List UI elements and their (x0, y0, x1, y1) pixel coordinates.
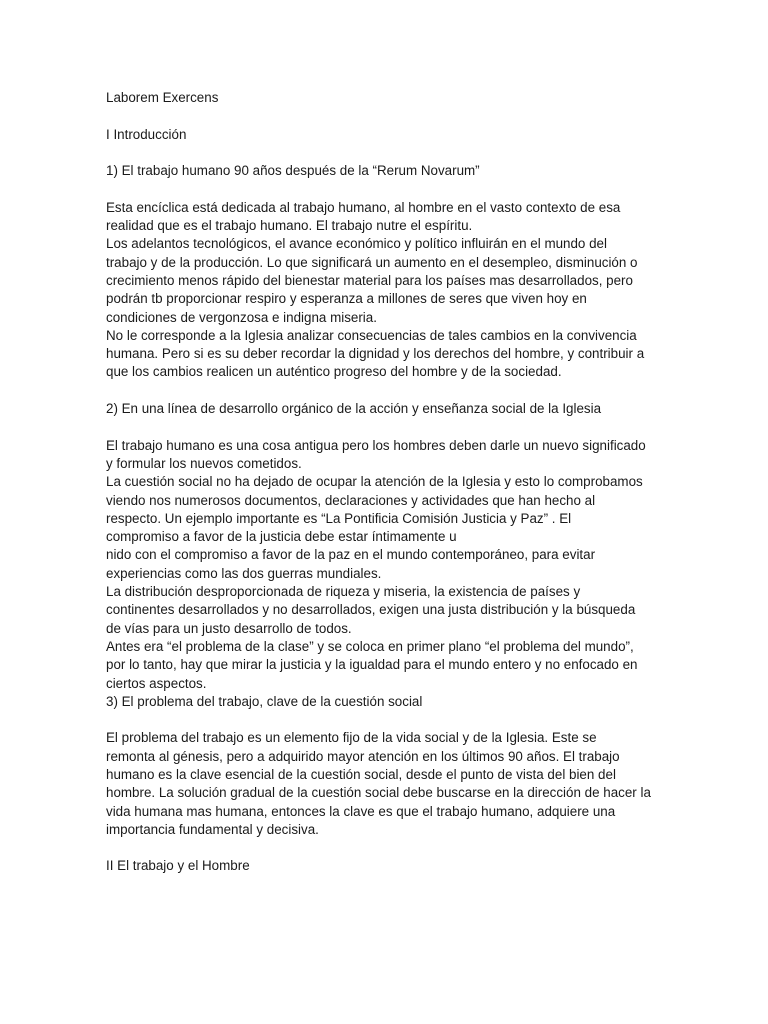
paragraph-line: La distribución desproporcionada de riqueza y miseria, la existencia de países y (106, 584, 581, 600)
paragraph-line: por lo tanto, hay que mirar la justicia y la igualdad para el mundo entero y no enfocado en (106, 657, 638, 673)
paragraph-line: condiciones de vergonzosa e indigna miseria. (106, 309, 377, 325)
chapter-heading-trabajo-hombre: II El trabajo y el Hombre (106, 858, 250, 874)
paragraph-line: La cuestión social no ha dejado de ocupar la atención de la Iglesia y esto lo comprobamos (106, 474, 643, 490)
paragraph-line: realidad que es el trabajo humano. El trabajo nutre el espíritu. (106, 218, 473, 234)
paragraph-line: y formular los nuevos cometidos. (106, 455, 302, 471)
paragraph-line: ciertos aspectos. (106, 675, 207, 691)
paragraph-line: No le corresponde a la Iglesia analizar consecuencias de tales cambios en la convivencia (106, 327, 637, 343)
spacer (106, 711, 666, 729)
paragraph-line: Los adelantos tecnológicos, el avance económico y político influirán en el mundo del (106, 236, 607, 252)
spacer (106, 180, 666, 198)
paragraph-line: humano es la clave esencial de la cuestión social, desde el punto de vista del bien del (106, 766, 616, 782)
paragraph-line: de vías para un justo desarrollo de todos. (106, 620, 352, 636)
section-2-paragraph (106, 437, 666, 693)
paragraph-line: nido con el compromiso a favor de la paz en el mundo contemporáneo, para evitar (106, 547, 596, 563)
paragraph-line: trabajo y de la producción. Lo que significará un aumento en el desempleo, disminución o (106, 254, 638, 270)
paragraph-line: importancia fundamental y decisiva. (106, 821, 319, 837)
document-title: Laborem Exercens (106, 90, 219, 105)
paragraph-line: Antes era “el problema de la clase” y se coloca en primer plano “el problema del mundo”, (106, 638, 634, 654)
paragraph-line: humana. Pero si es su deber recordar la dignidad y los derechos del hombre, y contribuir a (106, 346, 645, 362)
paragraph-line: crecimiento menos rápido del bienestar material para los países mas desarrollados, pero (106, 272, 633, 288)
paragraph-line: viendo nos numerosos documentos, declaraciones y actividades que han hecho al (106, 492, 596, 508)
paragraph-line: hombre. La solución gradual de la cuestión social debe buscarse en la dirección de hacer la (106, 785, 651, 801)
paragraph-line: compromiso a favor de la justicia debe estar íntimamente u (106, 529, 457, 545)
spacer (106, 144, 666, 162)
chapter-heading-introduccion: I Introducción (106, 126, 187, 142)
paragraph-line: continentes desarrollados y no desarrollados, exigen una justa distribución y la búsqueda (106, 602, 636, 618)
section-1-paragraph (106, 199, 666, 382)
paragraph-line: podrán tb proporcionar respiro y esperanza a millones de seres que viven hoy en (106, 291, 587, 307)
spacer (106, 382, 666, 400)
paragraph-line: respecto. Un ejemplo importante es “La Pontificia Comisión Justicia y Paz” . El (106, 510, 572, 526)
section-2-title: 2) En una línea de desarrollo orgánico de la acción y enseñanza social de la Iglesia (106, 401, 602, 417)
section-1-title: 1) El trabajo humano 90 años después de la “Rerum Novarum” (106, 163, 480, 179)
paragraph-line: El trabajo humano es una cosa antigua pero los hombres deben darle un nuevo significado (106, 437, 646, 453)
section-3-title: 3) El problema del trabajo, clave de la cuestión social (106, 693, 423, 709)
paragraph-line: Esta encíclica está dedicada al trabajo humano, al hombre en el vasto contexto de esa (106, 199, 621, 215)
paragraph-line: El problema del trabajo es un elemento fijo de la vida social y de la Iglesia. Este se (106, 730, 597, 746)
spacer (106, 418, 666, 436)
paragraph-line: remonta al génesis, pero a adquirido mayor atención en los últimos 90 años. El trabajo (106, 748, 620, 764)
spacer (106, 107, 666, 125)
spacer (106, 839, 666, 857)
paragraph-line: que los cambios realicen un auténtico progreso del hombre y de la sociedad. (106, 364, 562, 380)
paragraph-line: experiencias como las dos guerras mundiales. (106, 565, 382, 581)
section-3-paragraph (106, 729, 666, 839)
document-page (106, 89, 666, 876)
paragraph-line: vida humana mas humana, entonces la clave es que el trabajo humano, adquiere una (106, 803, 616, 819)
